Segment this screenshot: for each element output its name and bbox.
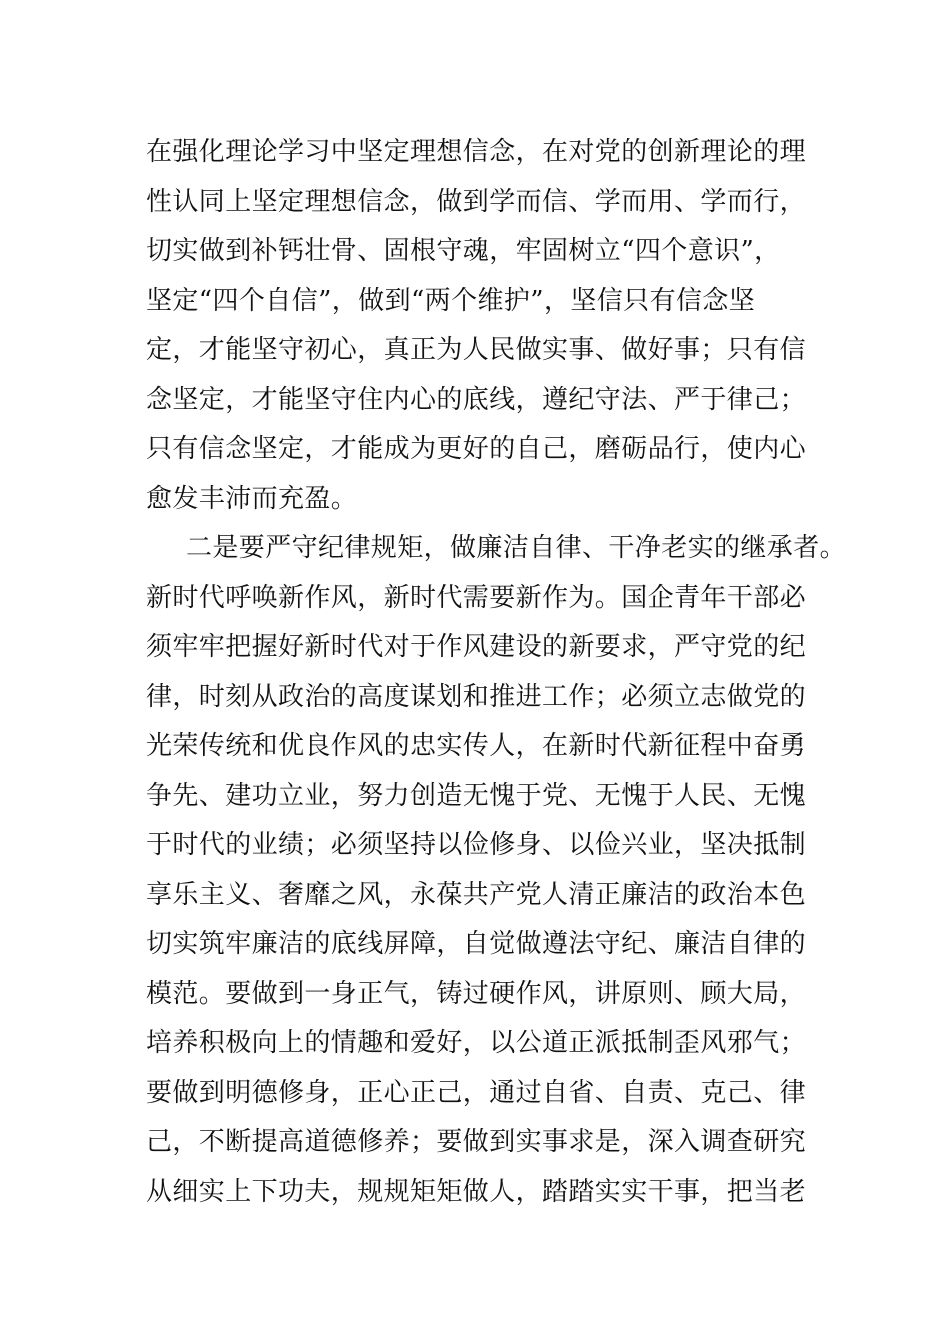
paragraph-1-line: 坚定“四个自信”，做到“两个维护”，坚信只有信念坚 <box>146 286 756 316</box>
paragraph-1-line: 愈发丰沛而充盈。 <box>146 484 358 514</box>
paragraph-2-line: 培养积极向上的情趣和爱好，以公道正派抵制歪风邪气； <box>146 1028 807 1058</box>
paragraph-1-line: 性认同上坚定理想信念，做到学而信、学而用、学而行， <box>146 187 807 217</box>
paragraph-2-line: 律，时刻从政治的高度谋划和推进工作；必须立志做党的 <box>146 682 807 712</box>
paragraph-2-line: 己，不断提高道德修养；要做到实事求是，深入调查研究 <box>146 1127 807 1157</box>
paragraph-2-line: 模范。要做到一身正气，铸过硬作风，讲原则、顾大局， <box>146 979 807 1009</box>
paragraph-2-line: 须牢牢把握好新时代对于作风建设的新要求，严守党的纪 <box>146 632 807 662</box>
paragraph-2-line: 争先、建功立业，努力创造无愧于党、无愧于人民、无愧 <box>146 781 807 811</box>
paragraph-2-line: 要做到明德修身，正心正己，通过自省、自责、克己、律 <box>146 1078 807 1108</box>
paragraph-1-line: 念坚定，才能坚守住内心的底线，遵纪守法、严于律己； <box>146 385 807 415</box>
paragraph-2-line: 光荣传统和优良作风的忠实传人，在新时代新征程中奋勇 <box>146 731 807 761</box>
paragraph-2-line: 从细实上下功夫，规规矩矩做人，踏踏实实干事，把当老 <box>146 1177 807 1207</box>
paragraph-2-first-line: 二是要严守纪律规矩，做廉洁自律、干净老实的继承者。 <box>186 533 847 563</box>
paragraph-2-line: 于时代的业绩；必须坚持以俭修身、以俭兴业，坚决抵制 <box>146 830 807 860</box>
paragraph-2-line: 切实筑牢廉洁的底线屏障，自觉做遵法守纪、廉洁自律的 <box>146 929 807 959</box>
paragraph-1-line: 定，才能坚守初心，真正为人民做实事、做好事；只有信 <box>146 335 807 365</box>
paragraph-1-line: 在强化理论学习中坚定理想信念，在对党的创新理论的理 <box>146 137 807 167</box>
paragraph-1-line: 切实做到补钙壮骨、固根守魂，牢固树立“四个意识”， <box>146 236 781 266</box>
paragraph-2-line: 新时代呼唤新作风，新时代需要新作为。国企青年干部必 <box>146 583 807 613</box>
paragraph-2-line: 享乐主义、奢靡之风，永葆共产党人清正廉洁的政治本色 <box>146 880 807 910</box>
paragraph-1-line: 只有信念坚定，才能成为更好的自己，磨砺品行，使内心 <box>146 434 807 464</box>
